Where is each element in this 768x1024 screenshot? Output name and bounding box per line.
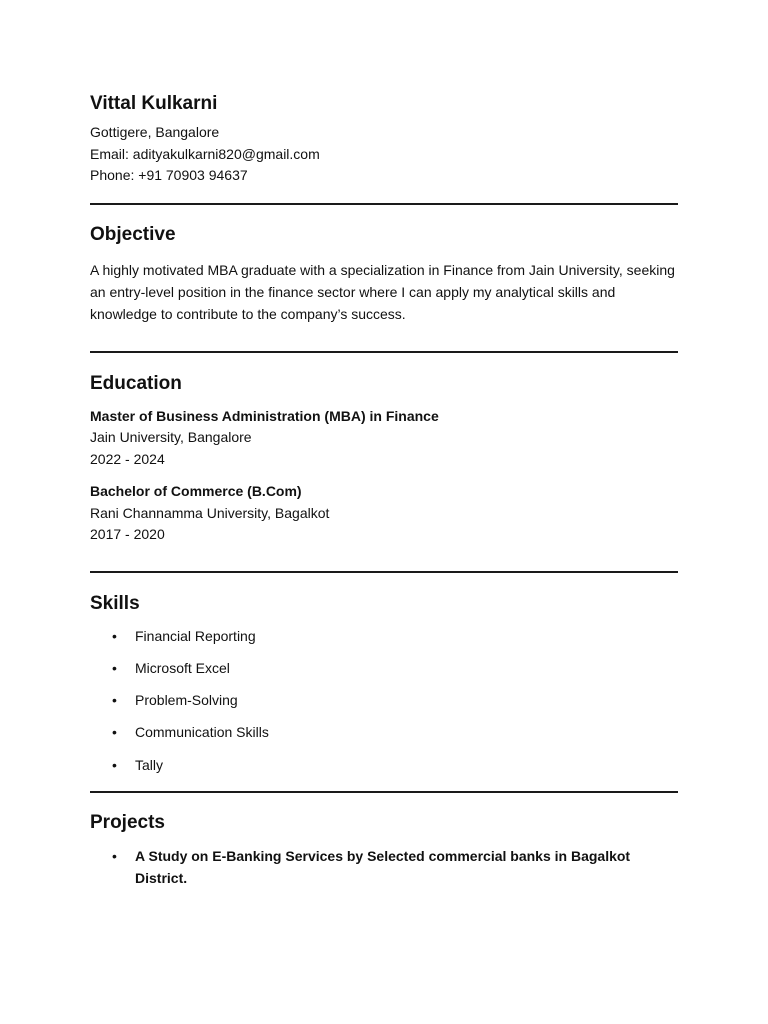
section-divider (90, 791, 678, 793)
education-entry (90, 481, 678, 546)
candidate-location: Gottigere, Bangalore (90, 124, 220, 140)
education-section (90, 372, 678, 546)
skill-label: Communication Skills (135, 724, 269, 741)
candidate-email: Email: adityakulkarni820@gmail.com (90, 145, 320, 162)
resume-page (90, 92, 678, 889)
objective-text: A highly motivated MBA graduate with a specialization in Finance from Jain University, seeking an entry-level position in the finance sector where I can apply my analytical skills and knowledge to contribute to the company’s success. (90, 261, 675, 322)
skills-list (90, 626, 678, 787)
education-years: 2022 - 2024 (90, 450, 165, 467)
objective-title: Objective (90, 223, 176, 245)
education-degree: Master of Business Administration (MBA) in Finance (90, 407, 439, 424)
bullet-icon: • (112, 756, 117, 773)
project-title: A Study on E-Banking Services by Selected commercial banks in Bagalkot District. (135, 847, 631, 886)
skills-section (90, 592, 678, 787)
objective-section (90, 223, 678, 325)
skill-item (90, 690, 678, 722)
section-divider (90, 203, 678, 205)
education-institution: Jain University, Bangalore (90, 429, 252, 445)
bullet-icon: • (112, 659, 117, 676)
education-degree: Bachelor of Commerce (B.Com) (90, 483, 302, 499)
projects-list (90, 845, 678, 889)
skill-item (90, 722, 678, 754)
bullet-icon: • (112, 627, 117, 644)
skill-label: Problem-Solving (135, 692, 238, 709)
candidate-phone: Phone: +91 70903 94637 (90, 167, 248, 183)
section-divider (90, 571, 678, 573)
skill-item (90, 658, 678, 690)
skill-item (90, 755, 678, 787)
skills-title: Skills (90, 592, 140, 614)
education-years: 2017 - 2020 (90, 526, 165, 542)
projects-title: Projects (90, 811, 165, 833)
projects-section (90, 811, 678, 889)
section-divider (90, 351, 678, 353)
candidate-name: Vittal Kulkarni (90, 93, 218, 114)
bullet-icon: • (112, 724, 117, 741)
project-item (90, 845, 678, 889)
bullet-icon: • (112, 692, 117, 709)
skill-label: Microsoft Excel (135, 659, 230, 676)
resume-header (90, 92, 678, 187)
skill-label: Tally (135, 756, 164, 773)
education-title: Education (90, 372, 182, 394)
bullet-icon: • (112, 847, 117, 864)
education-entry (90, 406, 678, 471)
skill-item (90, 626, 678, 658)
education-institution: Rani Channamma University, Bagalkot (90, 504, 330, 521)
skill-label: Financial Reporting (135, 627, 256, 644)
